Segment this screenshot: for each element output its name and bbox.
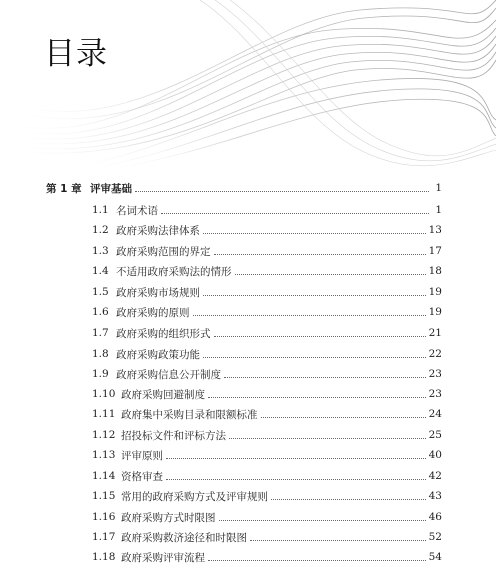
section-number: 1.7 [92, 327, 109, 339]
section-page: 46 [428, 511, 442, 523]
section-page: 40 [428, 449, 442, 461]
toc-entry[interactable] [92, 527, 442, 547]
header-wave-decoration [0, 0, 496, 170]
toc-entry[interactable] [92, 323, 442, 343]
page-title: 目录 [44, 36, 108, 72]
section-title: 政府采购救济途径和时限图 [121, 531, 247, 544]
section-number: 1.13 [92, 449, 116, 461]
toc-entry[interactable] [92, 282, 442, 302]
dot-leader [235, 263, 426, 275]
dot-leader [135, 180, 429, 192]
dot-leader [219, 509, 426, 521]
section-page: 13 [428, 224, 442, 236]
toc-entry[interactable] [92, 200, 442, 220]
section-number: 1.9 [92, 368, 109, 380]
dot-leader [203, 284, 426, 296]
dot-leader [166, 468, 426, 480]
section-title: 政府采购市场规则 [116, 286, 200, 299]
dot-leader [261, 406, 426, 418]
section-number: 1.16 [92, 511, 116, 523]
section-number: 1.11 [92, 408, 116, 420]
section-page: 25 [428, 429, 442, 441]
section-number: 1.15 [92, 490, 116, 502]
section-page: 18 [428, 265, 442, 277]
section-title: 资格审查 [121, 470, 163, 483]
dot-leader [203, 222, 426, 234]
toc-entry[interactable] [92, 486, 442, 506]
dot-leader [203, 346, 426, 358]
section-title: 政府采购评审流程 [121, 551, 205, 564]
chapter-number: 第 1 章 [46, 182, 82, 195]
section-page: 54 [428, 551, 442, 563]
dot-leader [224, 366, 426, 378]
dot-leader [250, 529, 426, 541]
section-page: 24 [428, 408, 442, 420]
section-number: 1.1 [92, 204, 109, 216]
section-title: 不适用政府采购法的情形 [116, 265, 232, 278]
dot-leader [214, 243, 426, 255]
section-title: 政府采购信息公开制度 [116, 368, 221, 381]
dot-leader [166, 447, 426, 459]
toc-entry[interactable] [92, 547, 442, 567]
section-title: 政府采购法律体系 [116, 224, 200, 237]
section-title: 政府采购政策功能 [116, 348, 200, 361]
dot-leader [214, 325, 426, 337]
section-page: 22 [428, 348, 442, 360]
chapter-title: 评审基础 [90, 182, 132, 195]
section-page: 1 [435, 204, 442, 216]
section-page: 19 [428, 306, 442, 318]
section-title: 常用的政府采购方式及评审规则 [121, 490, 268, 503]
section-number: 1.4 [92, 265, 109, 277]
dot-leader [161, 202, 429, 214]
toc-entry[interactable] [92, 241, 442, 261]
section-number: 1.2 [92, 224, 109, 236]
section-number: 1.18 [92, 551, 116, 563]
section-page: 19 [428, 286, 442, 298]
section-title: 政府采购回避制度 [121, 388, 205, 401]
toc-entry[interactable] [92, 445, 442, 465]
section-title: 政府采购的原则 [116, 306, 190, 319]
section-number: 1.6 [92, 306, 109, 318]
section-page: 23 [428, 368, 442, 380]
section-title: 政府采购的组织形式 [116, 327, 211, 340]
chapter-page: 1 [435, 182, 442, 194]
section-title: 政府采购方式时限图 [121, 511, 216, 524]
toc-entry[interactable] [92, 220, 442, 240]
section-number: 1.3 [92, 245, 109, 257]
toc-entry[interactable] [92, 466, 442, 486]
dot-leader [271, 488, 426, 500]
section-title: 政府集中采购目录和限额标准 [121, 408, 258, 421]
section-number: 1.8 [92, 348, 109, 360]
section-title: 政府采购范围的界定 [116, 245, 211, 258]
section-number: 1.17 [92, 531, 116, 543]
section-number: 1.10 [92, 388, 116, 400]
dot-leader [229, 427, 426, 439]
section-page: 42 [428, 470, 442, 482]
section-page: 17 [428, 245, 442, 257]
section-number: 1.12 [92, 429, 116, 441]
section-page: 23 [428, 388, 442, 400]
toc-entry[interactable] [92, 364, 442, 384]
toc-entry[interactable] [92, 404, 442, 424]
section-title: 名词术语 [116, 204, 158, 217]
dot-leader [208, 386, 426, 398]
section-title: 招投标文件和评标方法 [121, 429, 226, 442]
section-page: 52 [428, 531, 442, 543]
section-number: 1.5 [92, 286, 109, 298]
toc-entry[interactable] [92, 344, 442, 364]
toc-chapter-1[interactable] [46, 178, 442, 198]
toc-entry[interactable] [92, 384, 442, 404]
section-title: 评审原则 [121, 449, 163, 462]
section-page: 21 [428, 327, 442, 339]
toc-entry[interactable] [92, 261, 442, 281]
toc-entry[interactable] [92, 425, 442, 445]
toc-entry[interactable] [92, 302, 442, 322]
toc-entry[interactable] [92, 507, 442, 527]
dot-leader [193, 304, 426, 316]
section-number: 1.14 [92, 470, 116, 482]
section-page: 43 [428, 490, 442, 502]
dot-leader [208, 549, 426, 561]
